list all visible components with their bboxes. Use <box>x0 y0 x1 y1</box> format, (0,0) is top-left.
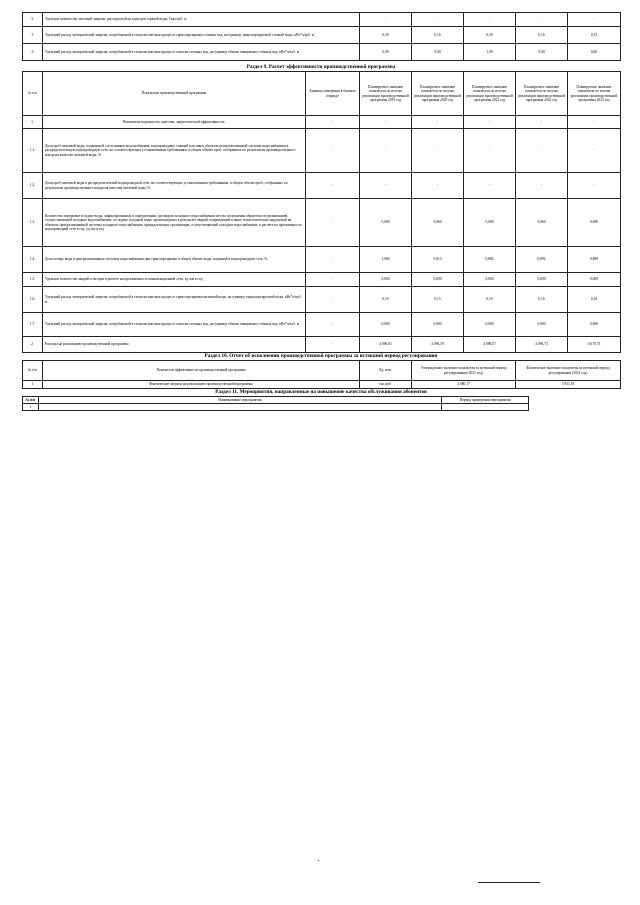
page-mark <box>318 860 319 861</box>
row-value: 0,30 <box>360 27 412 44</box>
row-value: 0,35 <box>568 27 621 44</box>
row-name: Удельный расход электрической энергии, потребляемой в технологическом процессе очистки сточных вод, на единицу объема очищаемых сточных вод, кВт*ч/куб. м <box>43 313 306 337</box>
row-value: 0,000 <box>568 273 621 287</box>
row-value: - <box>516 129 568 173</box>
header-unit: Ед. изм. <box>360 361 412 381</box>
row-plan: 4 080,17 <box>412 381 516 389</box>
row-value: - <box>464 129 516 173</box>
row-value: 0,000 <box>464 199 516 247</box>
row-value: - <box>360 13 412 27</box>
row-value: 0,00 <box>412 44 464 61</box>
header-2023: Планируемое значение показателя по итогам реализации производственной программы 2023 год <box>568 72 621 116</box>
row-value: 4 088,07 <box>464 337 516 353</box>
row-value: 4 096,73 <box>516 337 568 353</box>
row-num: 1.4. <box>23 247 43 273</box>
row-num: 1.5. <box>23 273 43 287</box>
row-value: 1,00 <box>464 44 516 61</box>
row-value: 0,000 <box>516 313 568 337</box>
table-row <box>23 116 621 129</box>
row-name: Показатели надежности, качества, энергетической эффективности: <box>43 116 306 129</box>
table-row <box>23 129 621 173</box>
row-value: - <box>412 129 464 173</box>
section9-title: Раздел 9. Расчет эффективности производственной программы <box>246 64 396 70</box>
row-value: 0,00 <box>516 44 568 61</box>
row-name: Фактические затраты на реализацию производственной программы <box>43 381 360 389</box>
row-value: - <box>360 116 412 129</box>
row-value: 0,000 <box>464 313 516 337</box>
row-value: - <box>464 13 516 27</box>
row-num: 1.7. <box>23 313 43 337</box>
row-name: Удельный расход электрической энергии, потребляемой в технологическом процессе транспортировки питьевой воды, на единицу транспортируемой воды, кВт*ч/куб. м <box>43 287 306 313</box>
row-value: 0,16 <box>516 287 568 313</box>
row-name: Расходы на реализацию производственной программы <box>43 337 306 353</box>
row-name: Удельное количество тепловой энергии, расходуемой на подогрев горячей воды, Гкал/куб. м <box>43 13 360 27</box>
row-value: 4 096,59 <box>412 337 464 353</box>
row-value: - <box>464 116 516 129</box>
row-num: 1. <box>23 116 43 129</box>
header-2021: Планируемое значение показателя по итогам реализации производственной программы 2021 год <box>464 72 516 116</box>
row-unit: - <box>306 273 360 287</box>
section11-title: Раздел 11. Мероприятия, направленные на повышение качества обслуживания абонентов <box>215 389 427 395</box>
header-period: Период проведения мероприятия <box>442 397 529 404</box>
table-row <box>23 404 529 411</box>
row-value: 0,16 <box>360 287 412 313</box>
row-unit: - <box>306 116 360 129</box>
signature-line <box>478 882 540 883</box>
row-value: 0,000 <box>412 273 464 287</box>
row-num: 1.2. <box>23 173 43 199</box>
row-value: 0,882 <box>464 247 516 273</box>
row-num: 3. <box>23 13 43 27</box>
header-num: № п/п <box>23 397 39 404</box>
row-unit: - <box>306 173 360 199</box>
row-num: 5 <box>23 27 43 44</box>
header-2022: Планируемое значение показателя по итогам реализации производственной программы 2022 год <box>516 72 568 116</box>
row-name: - <box>39 404 442 411</box>
table-header-row <box>23 397 529 404</box>
row-value: 0,16 <box>568 287 621 313</box>
header-2019: Планируемое значение показателя по итогам реализации производственной программы 2019 год <box>360 72 412 116</box>
row-value: 0,16 <box>516 27 568 44</box>
table-row <box>23 313 621 337</box>
section11-table <box>22 396 529 411</box>
row-num: 1.6. <box>23 287 43 313</box>
section9-table <box>22 71 621 353</box>
header-plan: Утвержденное значение показателя за истекший период регулирования (2021 год) <box>412 361 516 381</box>
row-name: Количество перерывов в подаче воды, зафиксированных в определенных договором холодного водоснабжения местах исполнения обязательств организацией, осуществляющей холодное водоснабжение, по подаче холодной воды, произошедших в результате аварий, повреждений и иных технологических нарушений на объектах централизованной системы холодного водоснабжения, принадлежащих организации, осуществляющей холодное водоснабжение, в расчете на протяженность водопроводной сети в год, ед./км в год <box>43 199 306 247</box>
header-name: Наименование мероприятия <box>39 397 442 404</box>
row-value: - <box>568 13 621 27</box>
row-value: 0,000 <box>360 313 412 337</box>
section10-title: Раздел 10. Отчет об исполнении производственной программы за истекший период регулирования <box>204 353 438 359</box>
row-unit: - <box>306 287 360 313</box>
row-fact: 3 931,18 <box>516 381 621 389</box>
row-value: - <box>412 173 464 199</box>
row-value: 0,000 <box>360 273 412 287</box>
row-name: Удельное количество аварий и засоров в расчете на протяженность канализационной сети, ед./км в год <box>43 273 306 287</box>
header-name: Показатели эффективности производственной программы <box>43 361 360 381</box>
row-name: Доля проб питьевой воды, подаваемой с источников водоснабжения, водопроводных станций или иных объектов централизованной системы водоснабжения в распределительную водопроводную сеть, не соответствующих установленным требованиям, в общем объеме проб, отобранных по результатам производственного контроля качества питьевой воды, % <box>43 129 306 173</box>
table-row <box>23 247 621 273</box>
header-fact: Фактическое значение показателя за истекший период регулирования (2021 год) <box>516 361 621 381</box>
row-value: 4 096,61 <box>360 337 412 353</box>
row-value: - <box>516 13 568 27</box>
row-value: 0,000 <box>360 199 412 247</box>
row-unit: - <box>306 337 360 353</box>
row-num: 6 <box>23 44 43 61</box>
row-value: 0,000 <box>568 313 621 337</box>
row-unit: тыс.руб. <box>360 381 412 389</box>
row-unit: - <box>306 199 360 247</box>
row-name: Доля проб питьевой воды в распределительной водопроводной сети, не соответствующих установленным требованиям, в общем объеме проб, отобранных по результатам производственного контроля качества питьевой воды, % <box>43 173 306 199</box>
row-value: - <box>568 129 621 173</box>
row-value: 0,000 <box>516 273 568 287</box>
document-page <box>22 12 620 411</box>
top-table <box>22 12 621 61</box>
header-num: № п/п <box>23 361 43 381</box>
row-value: 0,000 <box>516 199 568 247</box>
row-value: 4 070,73 <box>568 337 621 353</box>
row-value: 0,000 <box>412 199 464 247</box>
row-value: - <box>360 129 412 173</box>
row-num: 2. <box>23 337 43 353</box>
header-2020: Планируемое значение показателя по итогам реализации производственной программы 2020 год <box>412 72 464 116</box>
table-row <box>23 44 621 61</box>
row-name: Удельный расход электрической энергии, потребляемой в технологическом процессе очистки сточных вод, на единицу объема очищаемых сточных вод, кВт*ч/куб. м <box>43 44 360 61</box>
row-value: 0,892 <box>516 247 568 273</box>
row-value: - <box>464 173 516 199</box>
row-value: 0,16 <box>412 27 464 44</box>
row-value: - <box>412 116 464 129</box>
table-row <box>23 13 621 27</box>
row-num: 1.1. <box>23 129 43 173</box>
row-value: 0,813 <box>412 247 464 273</box>
row-value: 0,000 <box>464 273 516 287</box>
row-value: - <box>516 173 568 199</box>
row-num: 1 <box>23 381 43 389</box>
table-row <box>23 337 621 353</box>
row-value: 0,16 <box>464 287 516 313</box>
table-row <box>23 27 621 44</box>
row-period: - <box>442 404 529 411</box>
table-header-row <box>23 361 621 381</box>
row-unit: - <box>306 129 360 173</box>
row-value: - <box>516 116 568 129</box>
row-value: 0,15 <box>412 287 464 313</box>
row-num: 1 <box>23 404 39 411</box>
table-row <box>23 287 621 313</box>
table-row <box>23 199 621 247</box>
row-value: - <box>568 173 621 199</box>
header-unit: Единица измерения в базовом периоде <box>306 72 360 116</box>
table-row <box>23 381 621 389</box>
row-name: Удельный расход электрической энергии, потребляемой в технологическом процессе транспортировки сточных вод, на единицу транспортируемой сточной воды, кВт*ч/куб. м <box>43 27 360 44</box>
row-value: 1,680 <box>360 247 412 273</box>
header-name: Показатели производственной программы <box>43 72 306 116</box>
table-header-row <box>23 72 621 116</box>
section10-table <box>22 360 621 389</box>
row-value: 0,000 <box>568 199 621 247</box>
row-value: 0,00 <box>568 44 621 61</box>
row-value: 0,00 <box>360 44 412 61</box>
header-num: № п/п <box>23 72 43 116</box>
row-value: - <box>568 116 621 129</box>
row-num: 1.3. <box>23 199 43 247</box>
table-row <box>23 173 621 199</box>
row-unit: - <box>306 313 360 337</box>
row-value: 0,30 <box>464 27 516 44</box>
row-name: Доля потерь воды в централизованных системах водоснабжения при транспортировке в общем объеме воды, поданной в водопроводную сеть, % <box>43 247 306 273</box>
row-value: 0,889 <box>568 247 621 273</box>
row-value: - <box>360 173 412 199</box>
table-row <box>23 273 621 287</box>
row-value: - <box>412 13 464 27</box>
row-value: 0,000 <box>412 313 464 337</box>
row-unit: - <box>306 247 360 273</box>
